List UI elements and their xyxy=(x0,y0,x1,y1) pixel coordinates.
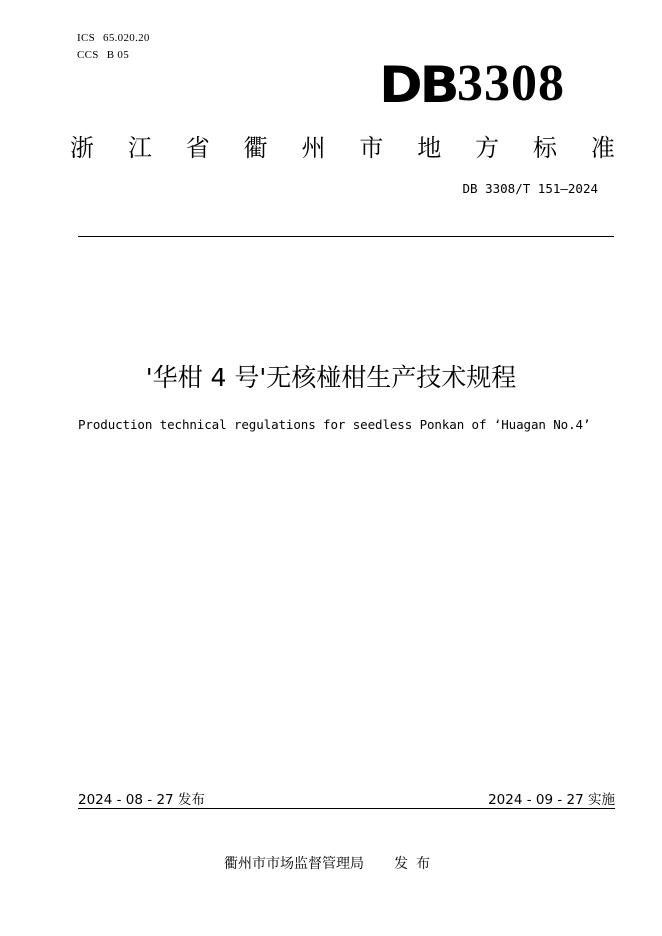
top-divider xyxy=(78,236,614,237)
issue-action: 发布 xyxy=(394,856,438,872)
ccs-label: CCS xyxy=(77,49,99,61)
ccs-code: B 05 xyxy=(106,49,129,61)
standard-type-char: 省 xyxy=(185,133,210,162)
publish-date: 2024 - 08 - 27 发布 xyxy=(78,792,205,808)
standard-type-char: 浙 xyxy=(70,133,94,162)
standard-type-char: 衢 xyxy=(243,133,268,162)
standard-type-char: 地 xyxy=(417,133,442,162)
standard-type-char: 州 xyxy=(301,133,326,162)
standard-type-char: 准 xyxy=(590,133,615,162)
ccs-classification xyxy=(77,49,129,61)
standard-type-char: 江 xyxy=(127,133,152,162)
standard-type-char: 方 xyxy=(475,133,500,162)
issuer-line xyxy=(0,853,662,873)
ics-classification xyxy=(77,32,150,44)
ics-code: 65.020.20 xyxy=(103,32,150,44)
standard-type-heading xyxy=(70,125,615,165)
logo-prefix: DB xyxy=(379,56,457,114)
logo-number: 3308 xyxy=(457,55,565,112)
issuer-name: 衢州市市场监督管理局 xyxy=(224,856,364,872)
standard-type-char: 市 xyxy=(359,133,384,162)
standard-type-char: 标 xyxy=(533,133,557,162)
document-title-chinese: '华柑 4 号'无核椪柑生产技术规程 xyxy=(145,363,517,392)
document-title-english: Production technical regulations for seedless Ponkan of ‘Huagan No.4’ xyxy=(78,417,591,432)
ics-label: ICS xyxy=(77,32,96,44)
bottom-divider xyxy=(78,808,615,809)
db-logo xyxy=(379,52,565,114)
implement-date: 2024 - 09 - 27 实施 xyxy=(488,792,615,808)
standard-code: DB 3308/T 151—2024 xyxy=(462,181,598,196)
